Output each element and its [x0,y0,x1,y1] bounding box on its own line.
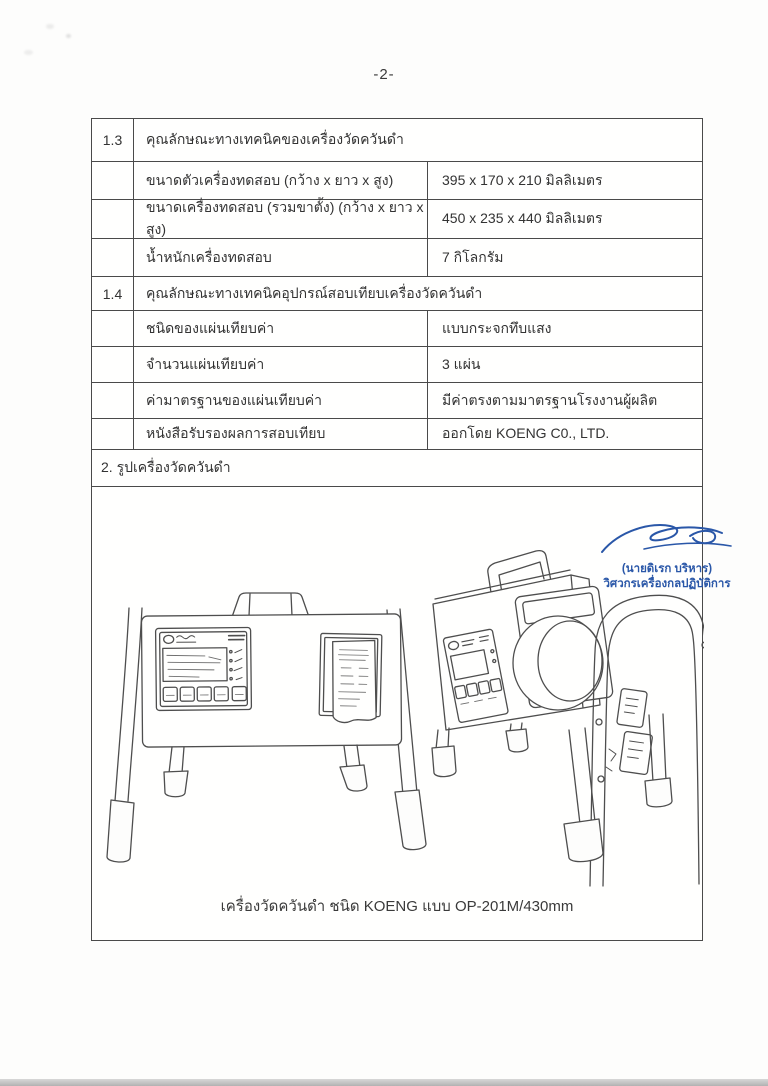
scan-smudge [46,24,54,29]
spec-value: แบบกระจกทึบแสง [442,319,552,336]
section-number-empty [92,200,134,238]
table-row-section-2 [92,449,702,486]
figure-caption: เครื่องวัดควันดำ ชนิด KOENG แบบ OP-201M/430mm [220,898,574,915]
table-row-section-1-4 [92,276,702,310]
table-row [92,418,702,449]
table-row [92,346,702,382]
spec-value: ออกโดย KOENG C0., LTD. [442,425,610,441]
spec-label: หนังสือรับรองผลการสอบเทียบ [134,419,428,449]
scan-edge-strip [0,1079,768,1086]
spec-value: 3 แผ่น [442,355,481,372]
table-row [92,310,702,346]
spec-label: น้ำหนักเครื่องทดสอบ [134,239,428,276]
signature-name: (นายดิเรก บริหาร) [621,563,713,575]
spec-label: ขนาดตัวเครื่องทดสอบ (กว้าง x ยาว x สูง) [134,162,428,199]
scan-smudge [24,50,33,55]
page-number: -2- [373,66,395,83]
section-number-empty [92,347,134,382]
device-perspective-view [432,551,704,886]
smoke-meter-sketch [92,487,704,940]
section-number-empty [92,419,134,449]
signature-title: วิศวกรเครื่องกลปฏิบัติการ [603,578,731,590]
section-2-title: 2. รูปเครื่องวัดควันดำ [101,459,231,475]
table-row [92,382,702,418]
section-number-empty [92,383,134,418]
spec-table [91,118,703,941]
device-front-view [107,593,426,862]
section-title: คุณลักษณะทางเทคนิคอุปกรณ์สอบเทียบเครื่องวัดควันดำ [146,284,483,301]
table-row-section-1-3 [92,119,702,161]
spec-value: 450 x 235 x 440 มิลลิเมตร [442,210,603,226]
spec-value: มีค่าตรงตามมาตรฐานโรงงานผู้ผลิต [442,391,658,408]
section-number-empty [92,162,134,199]
section-title: คุณลักษณะทางเทคนิคของเครื่องวัดควันดำ [146,131,404,147]
section-number: 1.4 [92,277,134,310]
spec-value: 395 x 170 x 210 มิลลิเมตร [442,171,603,188]
spec-label: ชนิดของแผ่นเทียบค่า [134,311,428,346]
scan-smudge [66,34,71,38]
section-number-empty [92,311,134,346]
table-row [92,161,702,199]
figure-cell [92,486,702,940]
spec-label: ค่ามาตรฐานของแผ่นเทียบค่า [134,383,428,418]
table-row [92,199,702,238]
section-number: 1.3 [92,119,134,161]
spec-value: 7 กิโลกรัม [442,248,504,265]
spec-label: ขนาดเครื่องทดสอบ (รวมขาตั้ง) (กว้าง x ยาว x สูง) [134,200,428,238]
section-number-empty [92,239,134,276]
table-row [92,238,702,276]
spec-label: จำนวนแผ่นเทียบค่า [134,347,428,382]
